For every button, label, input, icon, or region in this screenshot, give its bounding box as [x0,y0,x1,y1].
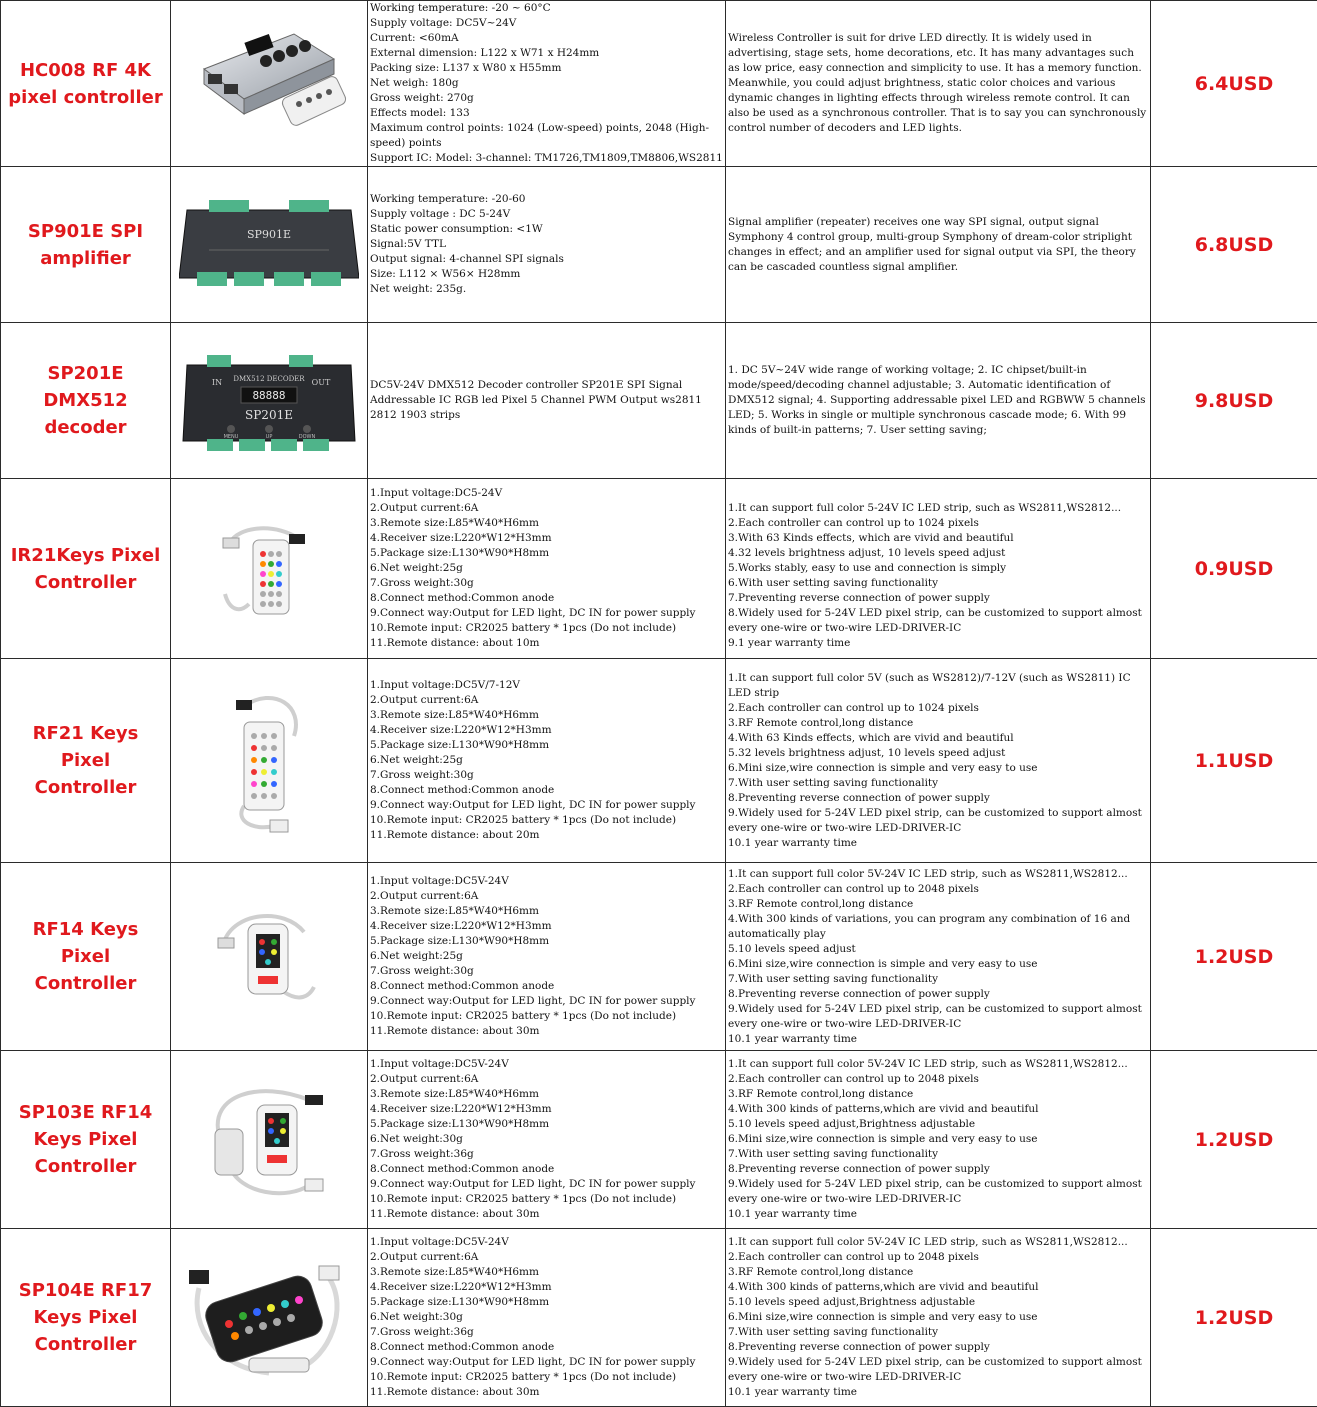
spec-line: 9.Connect way:Output for LED light, DC IN for power supply [370,994,723,1009]
description-line: 1.It can support full color 5V (such as WS2812)/7-12V (such as WS2811) IC LED strip [728,671,1148,701]
product-image-cell [171,479,368,659]
spec-line: 3.Remote size:L85*W40*H6mm [370,904,723,919]
description-line: 7.Preventing reverse connection of power supply [728,591,1148,606]
specs-cell [368,167,726,323]
description-cell [726,167,1151,323]
product-image-cell [171,1,368,167]
rf21-remote-controller-photo [171,686,367,836]
spec-line: 1.Input voltage:DC5V/7-12V [370,678,723,693]
spec-line: 8.Connect method:Common anode [370,979,723,994]
spec-line: 10.Remote input: CR2025 battery * 1pcs (Do not include) [370,1192,723,1207]
description-line: 7.With user setting saving functionality [728,1147,1148,1162]
table-row [1,1,1317,167]
description-line: 10.1 year warranty time [728,1385,1148,1400]
description-line: 5.10 levels speed adjust [728,942,1148,957]
description-line: Wireless Controller is suit for drive LED directly. It is widely used in advertising, stage sets, home decorations, etc. It has many advantages such as low price, easy connection and simplicity to use. It has a memory function. Meanwhile, you could adjust brightness, static color choices and various dynamic changes in lighting effects through wireless remote control. It can also be used as a synchronous controller. That is to say you can synchronously control number of decoders and LED lights. [728,31,1148,136]
description-line: 10.1 year warranty time [728,1032,1148,1047]
spec-line: 5.Package size:L130*W90*H8mm [370,546,723,561]
spec-line: 2.Output current:6A [370,889,723,904]
product-image-cell [171,323,368,479]
spec-line: 3.Remote size:L85*W40*H6mm [370,1265,723,1280]
description-line: 2.Each controller can control up to 2048 pixels [728,1250,1148,1265]
price-cell [1151,323,1317,479]
spec-line: Signal:5V TTL [370,237,723,252]
price-cell [1151,1,1317,167]
spec-line: 10.Remote input: CR2025 battery * 1pcs (Do not include) [370,621,723,636]
description-line: 1.It can support full color 5-24V IC LED strip, such as WS2811,WS2812... [728,501,1148,516]
product-name: RF14 Keys Pixel Controller [1,916,170,997]
rf14-remote-controller-photo [171,902,367,1012]
spec-line: 8.Connect method:Common anode [370,1340,723,1355]
product-image-cell [171,167,368,323]
spec-line: 3.Remote size:L85*W40*H6mm [370,1087,723,1102]
spec-line: Gross weight: 270g [370,91,723,106]
price: 1.2USD [1195,946,1274,968]
description-line: 7.With user setting saving functionality [728,776,1148,791]
spec-line: DC5V-24V DMX512 Decoder controller SP201E SPI Signal Addressable IC RGB led Pixel 5 Channel PWM Output ws2811 2812 1903 strips [370,378,723,423]
spec-line: 9.Connect way:Output for LED light, DC IN for power supply [370,606,723,621]
product-name-cell [1,659,171,863]
description-line: 6.Mini size,wire connection is simple and very easy to use [728,761,1148,776]
spec-line: 7.Gross weight:36g [370,1325,723,1340]
spec-line: 5.Package size:L130*W90*H8mm [370,1117,723,1132]
description-line: 2.Each controller can control up to 1024 pixels [728,516,1148,531]
spec-line: 7.Gross weight:36g [370,1147,723,1162]
description-cell [726,863,1151,1051]
sp201e-dmx512-decoder-photo [171,341,367,461]
spec-line: 4.Receiver size:L220*W12*H3mm [370,1280,723,1295]
description-line: 5.10 levels speed adjust,Brightness adjustable [728,1117,1148,1132]
description-line: 2.Each controller can control up to 2048 pixels [728,882,1148,897]
spec-line: Supply voltage: DC5V~24V [370,16,723,31]
product-name-cell [1,1,171,167]
description-line: 7.With user setting saving functionality [728,972,1148,987]
spec-line: 1.Input voltage:DC5V-24V [370,874,723,889]
price: 6.8USD [1195,234,1274,256]
description-line: Signal amplifier (repeater) receives one way SPI signal, output signal Symphony 4 control group, multi-group Symphony of dream-color striplight changes in effect; and an amplifier used for signal output via SPI, the theory can be cascaded countless signal amplifier. [728,215,1148,275]
price-cell [1151,479,1317,659]
spec-line: 9.Connect way:Output for LED light, DC IN for power supply [370,1177,723,1192]
price-cell [1151,659,1317,863]
spec-line: 11.Remote distance: about 30m [370,1024,723,1039]
description-line: 6.Mini size,wire connection is simple and very easy to use [728,1310,1148,1325]
spec-line: Supply voltage : DC 5-24V [370,207,723,222]
description-line: 1.It can support full color 5V-24V IC LED strip, such as WS2811,WS2812... [728,1235,1148,1250]
price: 9.8USD [1195,390,1274,412]
table-row [1,659,1317,863]
spec-line: 6.Net weight:25g [370,949,723,964]
description-line: 3.RF Remote control,long distance [728,897,1148,912]
spec-line: 8.Connect method:Common anode [370,591,723,606]
product-name-cell [1,167,171,323]
table-row [1,1229,1317,1407]
price: 6.4USD [1195,73,1274,95]
specs-cell [368,863,726,1051]
spec-line: 2.Output current:6A [370,693,723,708]
spec-line: 10.Remote input: CR2025 battery * 1pcs (Do not include) [370,1009,723,1024]
description-line: 3.RF Remote control,long distance [728,1265,1148,1280]
description-cell [726,1051,1151,1229]
product-name-cell [1,479,171,659]
spec-line: 6.Net weight:30g [370,1132,723,1147]
spec-line: 6.Net weight:25g [370,753,723,768]
spec-line: 10.Remote input: CR2025 battery * 1pcs (Do not include) [370,1370,723,1385]
description-line: 1.It can support full color 5V-24V IC LED strip, such as WS2811,WS2812... [728,867,1148,882]
table-row [1,1051,1317,1229]
spec-line: 4.Receiver size:L220*W12*H3mm [370,919,723,934]
sp201e-out-label: OUT [312,378,331,387]
product-name-cell [1,323,171,479]
product-image-cell [171,1229,368,1407]
spec-line: 1.Input voltage:DC5V-24V [370,1235,723,1250]
spec-line: 11.Remote distance: about 20m [370,828,723,843]
spec-line: 3.Remote size:L85*W40*H6mm [370,708,723,723]
spec-line: 1.Input voltage:DC5V-24V [370,1057,723,1072]
description-line: 8.Preventing reverse connection of power supply [728,1340,1148,1355]
description-line: 9.Widely used for 5-24V LED pixel strip, can be customized to support almost every one-wire or two-wire LED-DRIVER-IC [728,1355,1148,1385]
spec-line: 6.Net weight:30g [370,1310,723,1325]
spec-line: Packing size: L137 x W80 x H55mm [370,61,723,76]
spec-line: 11.Remote distance: about 30m [370,1207,723,1222]
spec-line: External dimension: L122 x W71 x H24mm [370,46,723,61]
spec-line: 9.Connect way:Output for LED light, DC IN for power supply [370,1355,723,1370]
spec-line: 7.Gross weight:30g [370,768,723,783]
hc008-controller-with-remote-photo [171,14,367,154]
spec-line: Working temperature: -20-60 [370,192,723,207]
sp201e-menu-label: MENU [224,434,239,440]
sp201e-display: 88888 [252,389,285,402]
spec-line: 11.Remote distance: about 30m [370,1385,723,1400]
spec-line: Current: <60mA [370,31,723,46]
sp901e-device-label: SP901E [247,228,291,241]
spec-line: Effects model: 133 [370,106,723,121]
description-line: 8.Widely used for 5-24V LED pixel strip, can be customized to support almost every one-wire or two-wire LED-DRIVER-IC [728,606,1148,636]
table-row [1,167,1317,323]
product-image-cell [171,1051,368,1229]
spec-line: 8.Connect method:Common anode [370,1162,723,1177]
sp201e-header-label: DMX512 DECODER [233,375,305,383]
spec-line: Maximum control points: 1024 (Low-speed) points, 2048 (High-speed) points [370,121,723,151]
specs-cell [368,323,726,479]
spec-line: 4.Receiver size:L220*W12*H3mm [370,723,723,738]
description-line: 6.Mini size,wire connection is simple and very easy to use [728,1132,1148,1147]
product-name: SP103E RF14 Keys Pixel Controller [1,1099,170,1180]
description-line: 7.With user setting saving functionality [728,1325,1148,1340]
product-name-cell [1,863,171,1051]
spec-line: Net weight: 235g. [370,282,723,297]
spec-line: 11.Remote distance: about 10m [370,636,723,651]
description-cell [726,479,1151,659]
product-name: SP201E DMX512 decoder [1,360,170,441]
description-line: 8.Preventing reverse connection of power supply [728,1162,1148,1177]
spec-line: Static power consumption: <1W [370,222,723,237]
description-line: 9.Widely used for 5-24V LED pixel strip, can be customized to support almost every one-wire or two-wire LED-DRIVER-IC [728,1177,1148,1207]
table-row [1,323,1317,479]
spec-line: 2.Output current:6A [370,1072,723,1087]
description-line: 3.With 63 Kinds effects, which are vivid and beautiful [728,531,1148,546]
product-name: SP901E SPI amplifier [1,218,170,272]
price-cell [1151,863,1317,1051]
description-line: 1.It can support full color 5V-24V IC LED strip, such as WS2811,WS2812... [728,1057,1148,1072]
sp103e-remote-controller-photo [171,1075,367,1205]
description-line: 6.Mini size,wire connection is simple and very easy to use [728,957,1148,972]
specs-cell [368,1051,726,1229]
description-cell [726,1229,1151,1407]
spec-line: 1.Input voltage:DC5-24V [370,486,723,501]
spec-line: 5.Package size:L130*W90*H8mm [370,934,723,949]
spec-line: 9.Connect way:Output for LED light, DC IN for power supply [370,798,723,813]
product-name-cell [1,1229,171,1407]
description-line: 9.1 year warranty time [728,636,1148,651]
spec-line: 5.Package size:L130*W90*H8mm [370,738,723,753]
table-row [1,863,1317,1051]
price: 1.1USD [1195,750,1274,772]
spec-line: 6.Net weight:25g [370,561,723,576]
description-line: 10.1 year warranty time [728,836,1148,851]
ir21-remote-controller-photo [171,514,367,624]
product-name: SP104E RF17 Keys Pixel Controller [1,1277,170,1358]
spec-line: 5.Package size:L130*W90*H8mm [370,1295,723,1310]
spec-line: 8.Connect method:Common anode [370,783,723,798]
description-line: 4.With 300 kinds of patterns,which are vivid and beautiful [728,1280,1148,1295]
description-line: 4.With 300 kinds of patterns,which are vivid and beautiful [728,1102,1148,1117]
description-line: 5.10 levels speed adjust,Brightness adjustable [728,1295,1148,1310]
spec-line: Working temperature: -20 ~ 60°C [370,1,723,16]
description-cell [726,1,1151,167]
description-line: 1. DC 5V~24V wide range of working voltage; 2. IC chipset/built-in mode/speed/decoding channel adjustable; 3. Automatic identification of DMX512 signal; 4. Supporting addressable pixel LED and RGBWW 5 channels LED; 5. Works in single or multiple synchronous cascade mode; 6. With 99 kinds of built-in patterns; 7. User setting saving; [728,363,1148,438]
spec-line: 7.Gross weight:30g [370,576,723,591]
description-line: 4.With 300 kinds of variations, you can program any combination of 16 and automatically play [728,912,1148,942]
sp104e-remote-controller-photo [171,1248,367,1388]
spec-line: 3.Remote size:L85*W40*H6mm [370,516,723,531]
description-cell [726,323,1151,479]
product-image-cell [171,659,368,863]
description-line: 4.With 63 Kinds effects, which are vivid and beautiful [728,731,1148,746]
price: 1.2USD [1195,1129,1274,1151]
description-line: 6.With user setting saving functionality [728,576,1148,591]
product-name: IR21Keys Pixel Controller [1,542,170,596]
description-cell [726,659,1151,863]
product-name: RF21 Keys Pixel Controller [1,720,170,801]
description-line: 5.32 levels brightness adjust, 10 levels speed adjust [728,746,1148,761]
description-line: 10.1 year warranty time [728,1207,1148,1222]
price-cell [1151,1051,1317,1229]
spec-line: 4.Receiver size:L220*W12*H3mm [370,531,723,546]
description-line: 9.Widely used for 5-24V LED pixel strip, can be customized to support almost every one-wire or two-wire LED-DRIVER-IC [728,806,1148,836]
spec-line: 7.Gross weight:30g [370,964,723,979]
spec-line: 10.Remote input: CR2025 battery * 1pcs (Do not include) [370,813,723,828]
table-row [1,479,1317,659]
specs-cell [368,479,726,659]
specs-cell [368,1229,726,1407]
sp201e-up-label: UP [266,434,273,440]
spec-line: 4.Receiver size:L220*W12*H3mm [370,1102,723,1117]
specs-cell [368,1,726,167]
description-line: 4.32 levels brightness adjust, 10 levels speed adjust [728,546,1148,561]
description-line: 3.RF Remote control,long distance [728,1087,1148,1102]
specs-cell [368,659,726,863]
price: 1.2USD [1195,1307,1274,1329]
spec-line: Support IC: Model: 3-channel: TM1726,TM1809,TM8806,WS2811 [370,151,723,166]
description-line: 8.Preventing reverse connection of power supply [728,987,1148,1002]
product-name-cell [1,1051,171,1229]
spec-line: Net weigh: 180g [370,76,723,91]
sp201e-in-label: IN [212,378,222,387]
description-line: 9.Widely used for 5-24V LED pixel strip, can be customized to support almost every one-wire or two-wire LED-DRIVER-IC [728,1002,1148,1032]
spec-line: Size: L112 × W56× H28mm [370,267,723,282]
description-line: 5.Works stably, easy to use and connection is simply [728,561,1148,576]
sp901e-amplifier-photo [171,190,367,300]
spec-line: 2.Output current:6A [370,501,723,516]
spec-line: 2.Output current:6A [370,1250,723,1265]
price: 0.9USD [1195,558,1274,580]
spec-line: Output signal: 4-channel SPI signals [370,252,723,267]
product-image-cell [171,863,368,1051]
description-line: 8.Preventing reverse connection of power supply [728,791,1148,806]
sp201e-down-label: DOWN [299,434,316,440]
sp201e-model-label: SP201E [245,408,293,422]
description-line: 2.Each controller can control up to 2048 pixels [728,1072,1148,1087]
product-name: HC008 RF 4K pixel controller [1,57,170,111]
price-cell [1151,1229,1317,1407]
price-cell [1151,167,1317,323]
description-line: 2.Each controller can control up to 1024 pixels [728,701,1148,716]
description-line: 3.RF Remote control,long distance [728,716,1148,731]
